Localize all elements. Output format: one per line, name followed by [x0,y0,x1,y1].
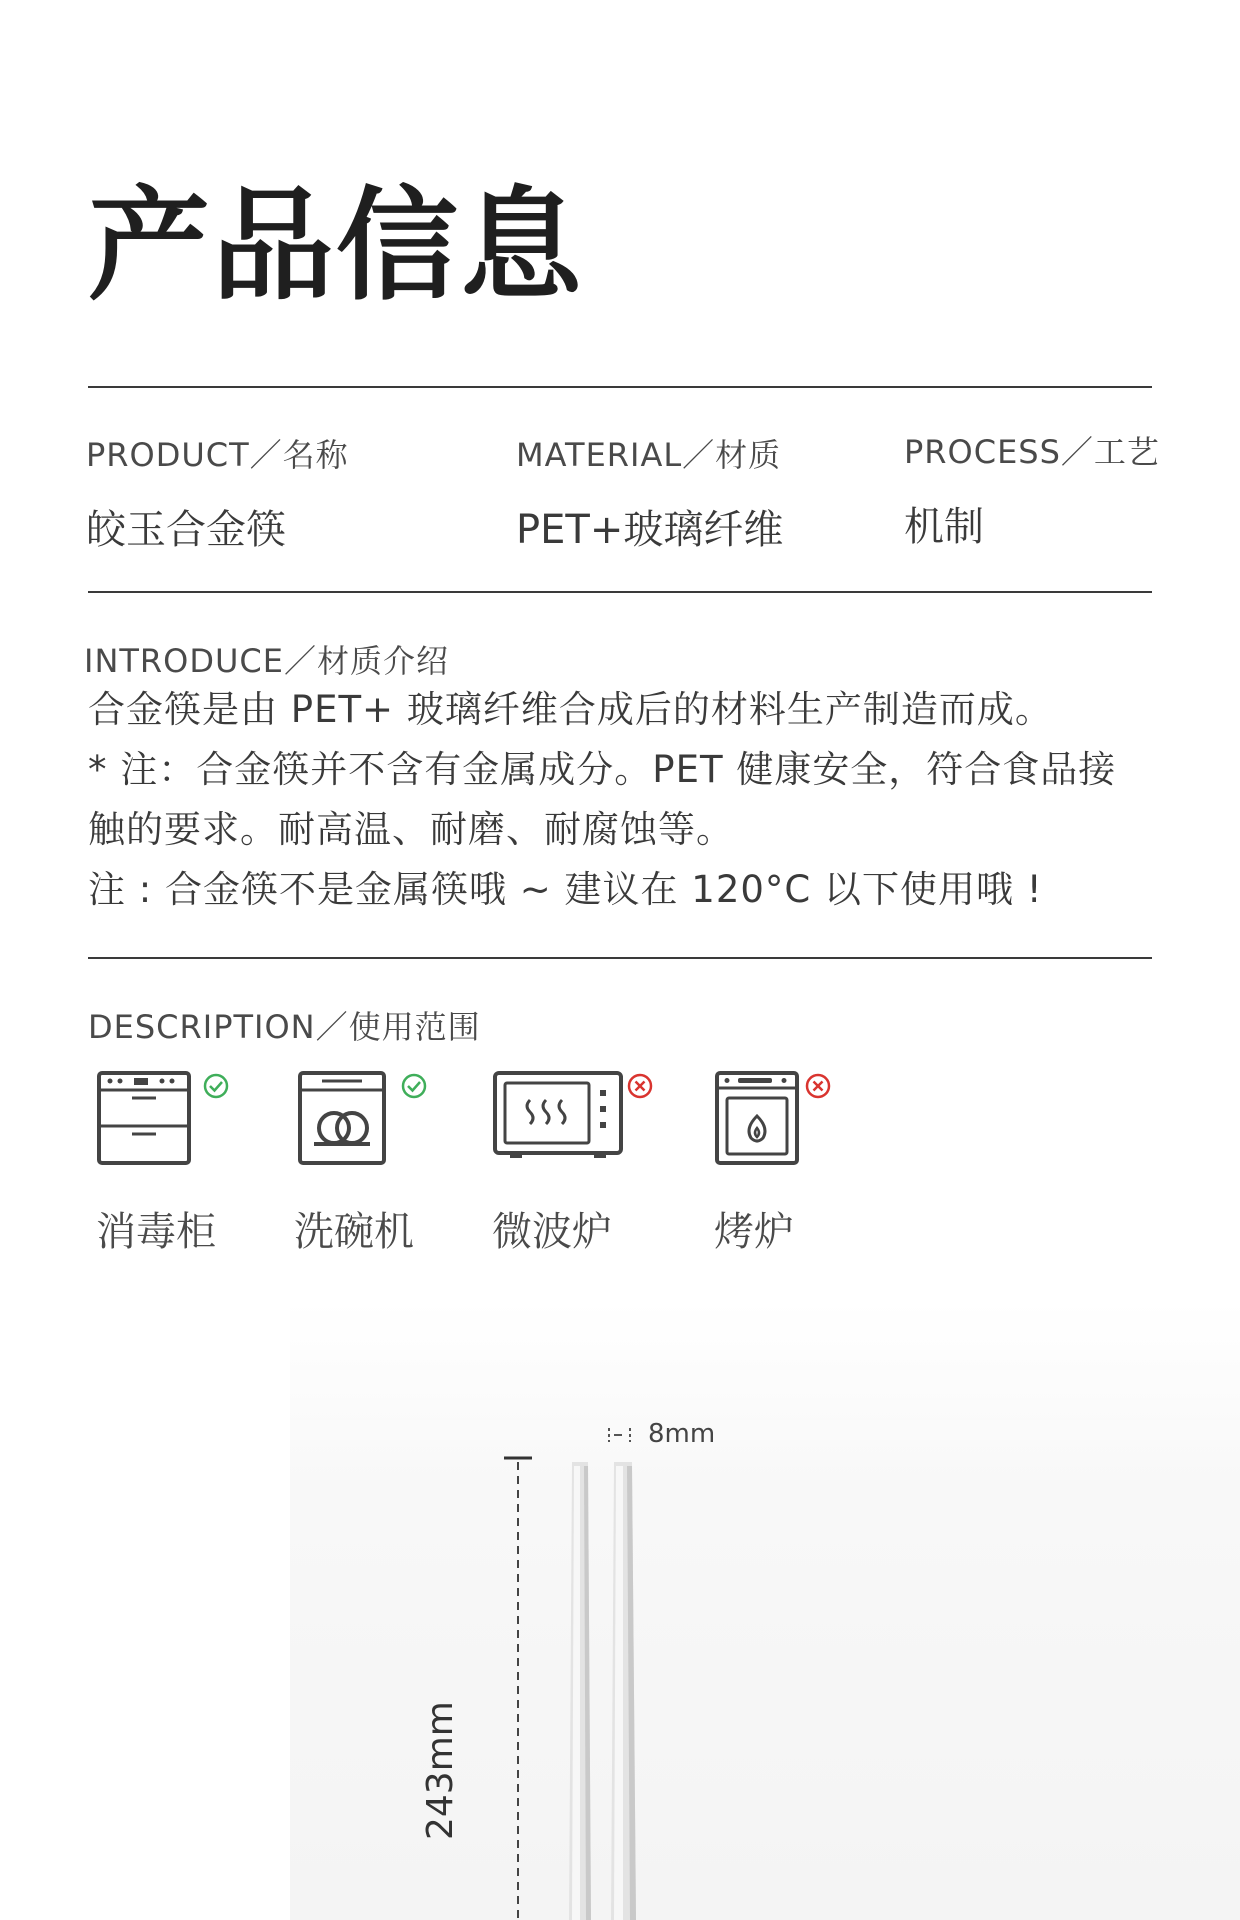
usage-label: 烤炉 [714,1209,794,1255]
dishwasher-icon [294,1070,390,1166]
usage-label: 洗碗机 [294,1209,414,1255]
spec-label: PROCESS／工艺 [904,433,1160,471]
usage-item [90,1060,280,1260]
cross-icon [804,1072,832,1100]
cross-icon [626,1072,654,1100]
length-dimension-label: 243mm [420,1701,461,1840]
spec-material [516,430,783,555]
introduce-text [88,680,1158,920]
disinfection-cabinet-icon [96,1070,192,1166]
oven-icon [714,1070,800,1166]
introduce-label: INTRODUCE／材质介绍 [84,642,449,680]
introduce-line: * 注：合金筷并不含有金属成分。PET 健康安全，符合食品接 [88,748,1117,791]
usage-item [486,1060,676,1260]
usage-item [708,1060,898,1260]
spec-value: PET+玻璃纤维 [516,507,784,553]
chopsticks-image [440,1390,800,1920]
spec-process [904,427,1160,552]
introduce-line: 合金筷是由 PET+ 玻璃纤维合成后的材料生产制造而成。 [88,688,1053,731]
spec-value: 机制 [904,504,984,550]
divider [88,591,1152,593]
usage-label: 微波炉 [492,1209,612,1255]
width-dimension-label: 8mm [648,1419,716,1449]
introduce-line: 触的要求。耐高温、耐磨、耐腐蚀等。 [88,808,734,851]
spec-value: 皎玉合金筷 [86,507,286,553]
page-title: 产品信息 [88,175,584,317]
check-icon [400,1072,428,1100]
spec-label: MATERIAL／材质 [516,436,782,474]
usage-item [288,1060,478,1260]
usage-icons [84,1060,844,1260]
microwave-icon [492,1070,624,1166]
introduce-line: 注 : 合金筷不是金属筷哦 ~ 建议在 120°C 以下使用哦 ! [88,868,1043,911]
usage-label: 消毒柜 [96,1209,216,1255]
divider [88,957,1152,959]
check-icon [202,1072,230,1100]
divider [88,386,1152,388]
spec-label: PRODUCT／名称 [86,436,349,474]
description-label: DESCRIPTION／使用范围 [88,1008,481,1046]
spec-product [86,430,349,555]
